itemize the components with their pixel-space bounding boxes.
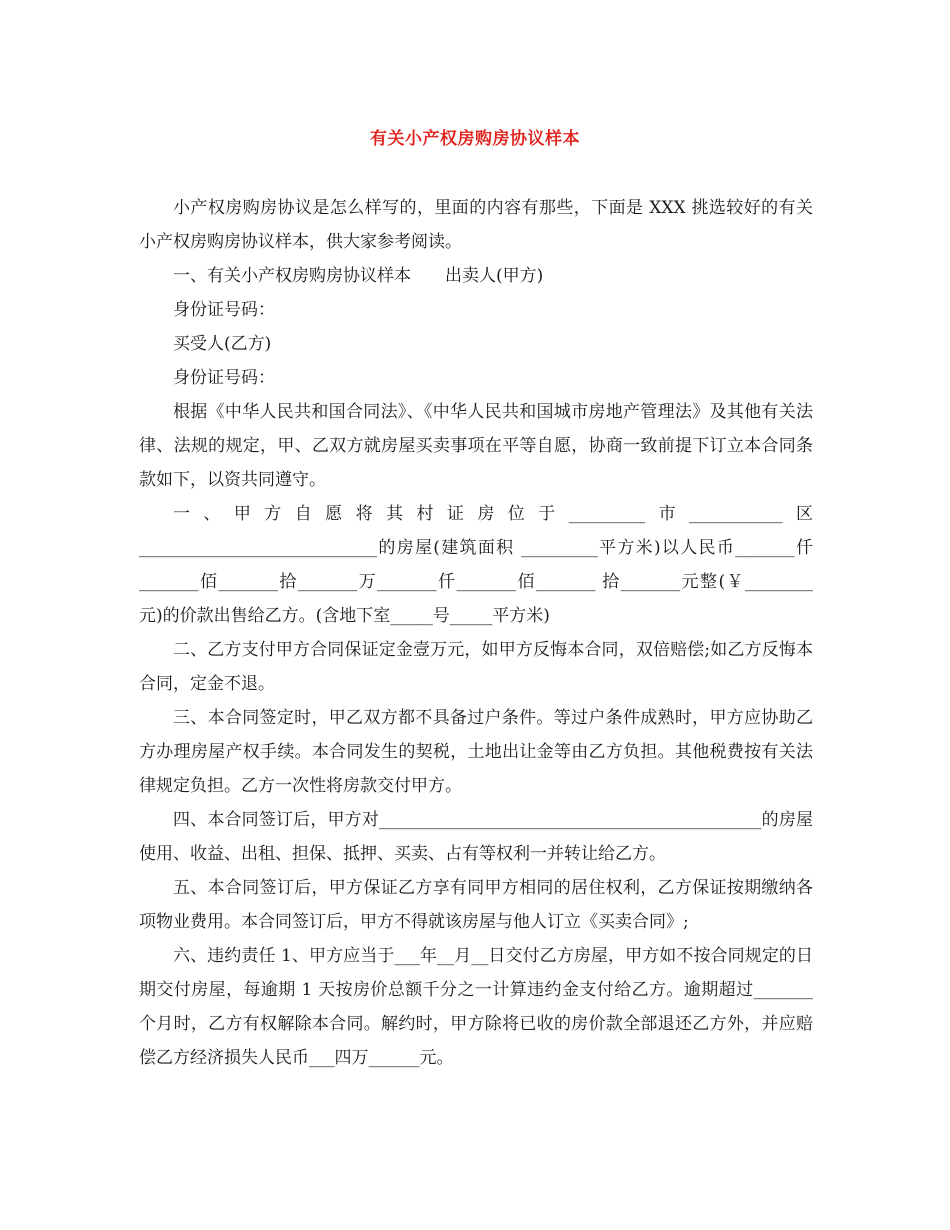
- paragraph-preamble: 根据《中华人民共和国合同法》、《中华人民共和国城市房地产管理法》及其他有关法 律、法规的规定，甲、乙双方就房屋买卖事项在平等自愿，协商一致前提下订立本合同条款如下，以资共同遵守。: [139, 402, 813, 490]
- paragraph-buyer-id: 身份证号码：: [173, 368, 275, 388]
- clause-1: 一、甲方自愿将其村证房位于_________市___________区____________________________的房屋(建筑面积 _________平方米)以人民币_______仟_______佰_______拾_______万_______仟_______佰_______ 拾_______元整(￥________ 元)的价款出售给乙方。(含地下室_____号_____平方米): [139, 504, 813, 626]
- clause-3: 三、本合同签定时，甲乙双方都不具备过户条件。等过户条件成熟时，甲方应协助乙方办理房屋产权手续。本合同发生的契税，土地出让金等由乙方负担。其他税费按有关法律规定负担。乙方一次性将房款交付甲方。: [139, 708, 813, 796]
- paragraph-seller: 一、有关小产权房购房协议样本 出卖人(甲方): [173, 266, 544, 286]
- paragraph-intro: 小产权房购房协议是怎么样写的，里面的内容有那些，下面是 XXX 挑选较好的有关小产权房购房协议样本，供大家参考阅读。: [139, 198, 813, 252]
- paragraph-buyer: 买受人(乙方): [173, 334, 272, 354]
- clause-5: 五、本合同签订后，甲方保证乙方享有同甲方相同的居住权利，乙方保证按期缴纳各项物业费用。本合同签订后，甲方不得就该房屋与他人订立《买卖合同》;: [139, 878, 813, 932]
- document-body: [139, 191, 813, 1075]
- paragraph-seller-id: 身份证号码：: [173, 300, 275, 320]
- clause-6: 六、违约责任 1、甲方应当于___年__月__日交付乙方房屋，甲方如不按合同规定的日期交付房屋，每逾期 1 天按房价总额千分之一计算违约金支付给乙方。逾期超过_______个月时，乙方有权解除本合同。解约时，甲方除将已收的房价款全部退还乙方外，并应赔偿乙方经济损失人民币___四万______元。: [139, 946, 813, 1068]
- clause-2: 二、乙方支付甲方合同保证定金壹万元，如甲方反悔本合同，双倍赔偿;如乙方反悔本合同，定金不退。: [139, 640, 813, 694]
- clause-4: 四、本合同签订后，甲方对_____________________________________________的房屋使用、收益、出租、担保、抵押、买卖、占有等权利一并转让给乙方。: [139, 810, 813, 864]
- document-title: 有关小产权房购房协议样本: [370, 129, 580, 149]
